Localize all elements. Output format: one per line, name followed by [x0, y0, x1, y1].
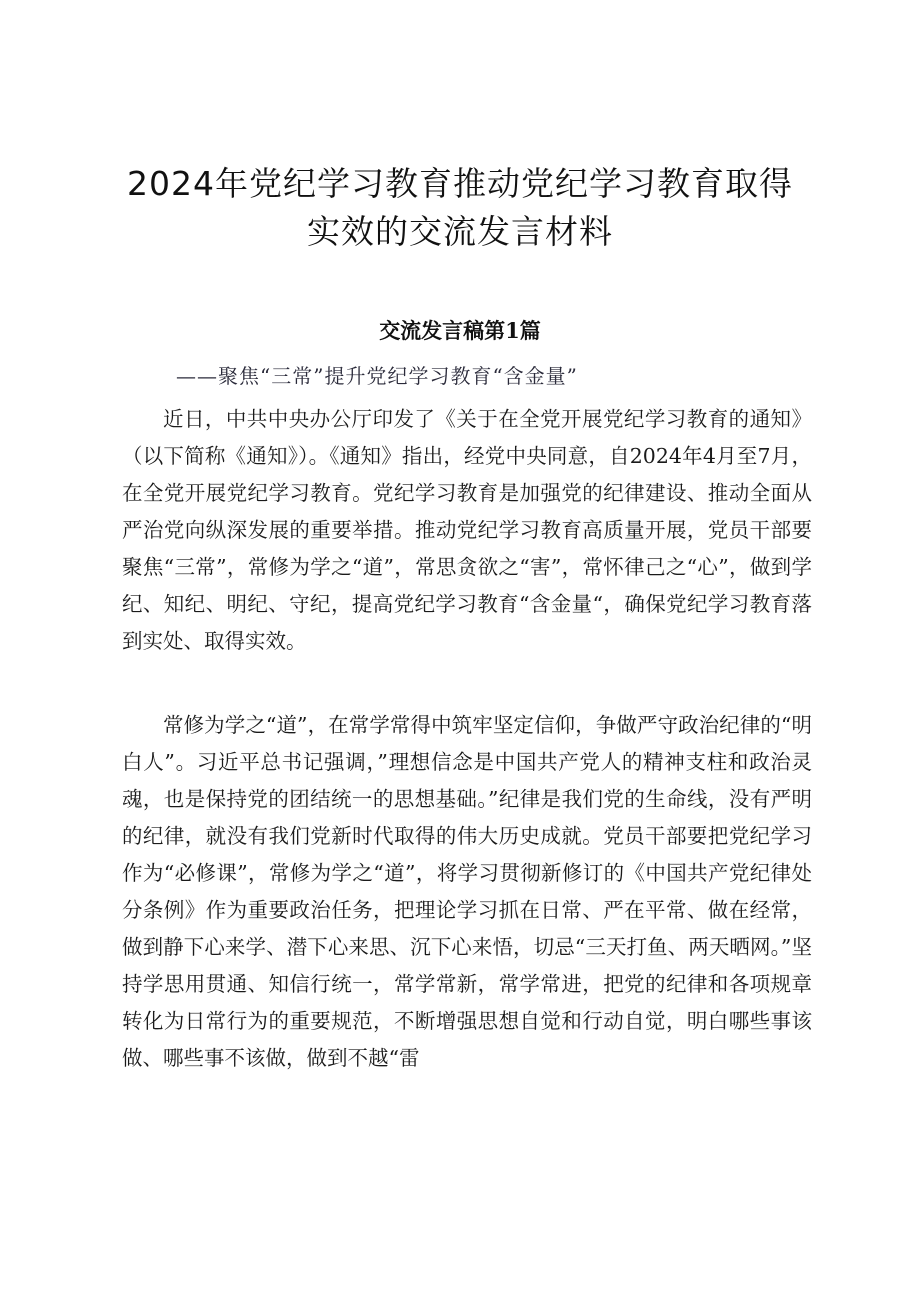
- title-line-2: 实效的交流发言材料: [307, 212, 613, 251]
- document-title: [0, 160, 920, 256]
- paragraph: 近日，中共中央办公厅印发了《关于在全党开展党纪学习教育的通知》（以下简称《通知》）。《通知》指出，经党中央同意，自2024年4月至7月，在全党开展党纪学习教育。党纪学习教育是加强党的纪律建设、推动全面从严治党向纵深发展的重要举措。推动党纪学习教育高质量开展，党员干部要聚焦“三常”，常修为学之“道”，常思贪欲之“害”，常怀律己之“心”，做到学纪、知纪、明纪、守纪，提高党纪学习教育“含金量“，确保党纪学习教育落到实处、取得实效。: [122, 407, 812, 653]
- body-paragraph-1: [122, 401, 812, 660]
- paragraph: 常修为学之“道”，在常学常得中筑牢坚定信仰，争做严守政治纪律的“明白人”。习近平总书记强调，”理想信念是中国共产党人的精神支柱和政治灵魂，也是保持党的团结统一的思想基础。”纪律是我们党的生命线，没有严明的纪律，就没有我们党新时代取得的伟大历史成就。党员干部要把党纪学习作为“必修课”，常修为学之“道”，将学习贯彻新修订的《中国共产党纪律处分条例》作为重要政治任务，把理论学习抓在日常、严在平常、做在经常，做到静下心来学、潜下心来思、沉下心来悟，切忌“三天打鱼、两天晒网。”坚持学思用贯通、知信行统一，常学常新，常学常进，把党的纪律和各项规章转化为日常行为的重要规范，不断增强思想自觉和行动自觉，明白哪些事该做、哪些事不该做，做到不越“雷: [122, 713, 812, 1070]
- body-paragraph-2: [122, 707, 812, 1077]
- title-line-1: 2024年党纪学习教育推动党纪学习教育取得: [127, 164, 793, 203]
- subtitle: ——聚焦“三常”提升党纪学习教育“含金量”: [176, 364, 578, 388]
- section-heading: 交流发言稿第1篇: [379, 318, 541, 343]
